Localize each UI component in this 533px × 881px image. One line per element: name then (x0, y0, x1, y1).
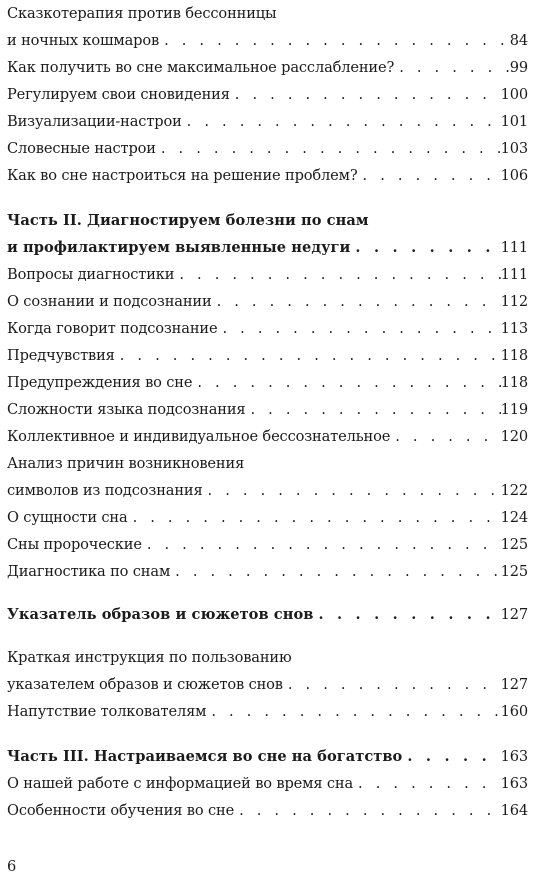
dot-leader (353, 770, 501, 797)
dot-leader (203, 477, 501, 504)
toc-entry-page: 164 (500, 802, 528, 819)
toc-entry-page: 127 (500, 606, 528, 623)
dot-leader (156, 135, 501, 162)
toc-part-heading (7, 601, 528, 628)
toc-part-heading (7, 207, 528, 234)
toc-entry (7, 477, 528, 504)
toc-entry-title: Коллективное и индивидуальное бессознательное (7, 428, 391, 445)
toc-entry-title: и ночных кошмаров (7, 32, 160, 49)
toc-entry-page: 113 (500, 320, 528, 337)
toc-entry-title: Предчувствия (7, 347, 115, 364)
toc-entry (7, 797, 528, 824)
toc-entry (7, 770, 528, 797)
toc-entry-page: 127 (500, 676, 528, 693)
toc-entry-title: Сны пророческие (7, 536, 142, 553)
toc-entry-title: Напутствие толкователям (7, 703, 207, 720)
toc-entry (7, 162, 528, 189)
toc-entry-title: Сложности языка подсознания (7, 401, 246, 418)
toc-entry-title: Часть II. Диагностируем болезни по снам (7, 212, 369, 229)
toc-entry (7, 108, 528, 135)
toc-entry-title: Вопросы диагностики (7, 266, 175, 283)
toc-entry-title: Как во сне настроиться на решение проблем? (7, 167, 358, 184)
toc-entry-page: 125 (500, 536, 528, 553)
dot-leader (234, 797, 501, 824)
dot-leader (350, 234, 500, 261)
dot-leader (212, 288, 501, 315)
toc-entry-title: Указатель образов и сюжетов снов (7, 606, 314, 623)
dot-leader (230, 81, 501, 108)
dot-leader (358, 162, 501, 189)
toc-entry (7, 558, 528, 585)
toc-entry (7, 531, 528, 558)
toc-part-heading (7, 743, 528, 770)
toc-entry-page: 118 (500, 347, 528, 364)
toc-entry-title: Словесные настрои (7, 140, 156, 157)
toc-entry (7, 342, 528, 369)
dot-leader (159, 27, 510, 54)
toc-entry (7, 81, 528, 108)
toc-entry-page: 112 (500, 293, 528, 310)
toc-entry-title: Сказкотерапия против бессонницы (7, 5, 277, 22)
toc-entry-title: и профилактируем выявленные недуги (7, 239, 351, 256)
dot-leader (390, 423, 500, 450)
toc-entry-title: Как получить во сне максимальное расслабление? (7, 59, 395, 76)
toc-entry-title: Диагностика по снам (7, 563, 171, 580)
toc-entry (7, 27, 528, 54)
dot-leader (182, 108, 501, 135)
dot-leader (283, 671, 501, 698)
dot-leader (217, 315, 500, 342)
toc-entry-page: 163 (500, 748, 528, 765)
dot-leader (402, 743, 500, 770)
toc-entry (7, 504, 528, 531)
toc-entry-title: Регулируем свои сновидения (7, 86, 230, 103)
toc-entry-title: Анализ причин возникновения (7, 455, 245, 472)
toc-entry-title: Предупреждения во сне (7, 374, 193, 391)
toc-entry (7, 135, 528, 162)
toc-entry-page: 111 (500, 266, 528, 283)
dot-leader (313, 601, 500, 628)
dot-leader (174, 261, 500, 288)
toc-entry-page: 111 (500, 239, 528, 256)
toc-entry (7, 396, 528, 423)
toc-entry-title: Часть III. Настраиваемся во сне на богатство (7, 748, 403, 765)
dot-leader (206, 698, 500, 725)
toc-entry-page: 119 (500, 401, 528, 418)
dot-leader (115, 342, 501, 369)
dot-leader (142, 531, 501, 558)
toc-entry-page: 103 (500, 140, 528, 157)
toc-entry (7, 54, 528, 81)
toc-entry-page: 163 (500, 775, 528, 792)
toc-entry-title: Краткая инструкция по пользованию (7, 649, 292, 666)
toc-entry (7, 698, 528, 725)
toc-entry-page: 101 (500, 113, 528, 130)
toc-entry-title: Особенности обучения во сне (7, 802, 235, 819)
toc-entry-title: О сущности сна (7, 509, 128, 526)
toc-part-heading (7, 234, 528, 261)
toc-entry-title: О нашей работе с информацией во время сна (7, 775, 354, 792)
toc-entry (7, 0, 528, 27)
toc-entry-title: указателем образов и сюжетов снов (7, 676, 283, 693)
toc-entry-title: Когда говорит подсознание (7, 320, 218, 337)
toc-entry-page: 125 (500, 563, 528, 580)
toc-entry (7, 644, 528, 671)
toc-entry (7, 261, 528, 288)
toc-entry-title: Визуализации-настрои (7, 113, 182, 130)
dot-leader (128, 504, 501, 531)
toc-entry-page: 124 (500, 509, 528, 526)
toc-entry-title: символов из подсознания (7, 482, 203, 499)
dot-leader (245, 396, 500, 423)
toc-entry-page: 122 (500, 482, 528, 499)
toc-entry (7, 288, 528, 315)
toc-entry-title: О сознании и подсознании (7, 293, 212, 310)
toc-entry (7, 315, 528, 342)
toc-entry (7, 369, 528, 396)
toc-entry-page: 100 (500, 86, 528, 103)
toc-entry-page: 99 (509, 59, 528, 76)
toc-entry-page: 118 (500, 374, 528, 391)
toc-entry (7, 423, 528, 450)
toc-entry-page: 120 (500, 428, 528, 445)
table-of-contents (7, 0, 528, 824)
dot-leader (170, 558, 500, 585)
toc-entry-page: 160 (500, 703, 528, 720)
toc-entry (7, 671, 528, 698)
toc-entry (7, 450, 528, 477)
dot-leader (394, 54, 510, 81)
toc-entry-page: 84 (509, 32, 528, 49)
toc-entry-page: 106 (500, 167, 528, 184)
page-number: 6 (7, 858, 17, 875)
dot-leader (192, 369, 500, 396)
